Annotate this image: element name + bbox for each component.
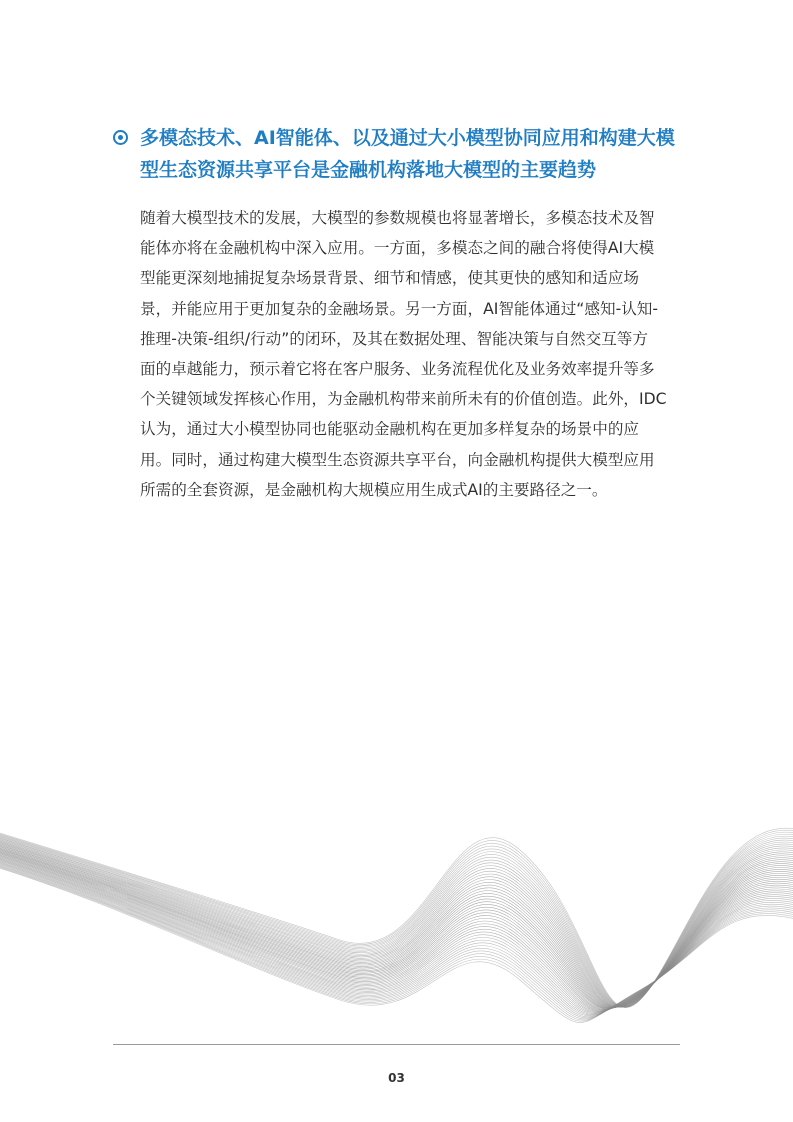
paragraph-line: 认为，通过大小模型协同也能驱动金融机构在更加多样复杂的场景中的应	[140, 420, 640, 439]
wave-line	[0, 830, 793, 1007]
wave-line	[0, 862, 793, 1018]
wave-line	[0, 832, 793, 1007]
wave-line	[0, 837, 793, 1007]
circle-bullet-icon	[113, 130, 128, 145]
heading-line: 多模态技术、AI智能体、以及通过大小模型协同应用和构建大模	[140, 127, 675, 149]
wave-line	[0, 835, 793, 1007]
body-paragraph	[140, 203, 700, 505]
paragraph-line: 随着大模型技术的发展，大模型的参数规模也将显著增长，多模态技术及智	[140, 209, 655, 227]
wave-line	[0, 833, 793, 1007]
wave-line	[0, 856, 793, 1012]
paragraph-line: 用。同时，通过构建大模型生态资源共享平台，向金融机构提供大模型应用	[140, 450, 655, 469]
wave-line	[0, 843, 793, 1007]
page-number: 03	[388, 1071, 405, 1085]
paragraph-line: 能体亦将在金融机构中深入应用。一方面，多模态之间的融合将使得AI大模	[140, 239, 655, 258]
footer-divider	[113, 1044, 680, 1045]
wave-line	[0, 835, 793, 1007]
wave-line	[0, 832, 793, 1008]
heading-text	[140, 122, 700, 186]
paragraph-line: 推理-决策-组织/行动”的闭环，及其在数据处理、智能决策与自然交互等方	[140, 329, 648, 348]
decorative-wave-lines	[0, 770, 793, 1070]
heading-line: 型生态资源共享平台是金融机构落地大模型的主要趋势	[140, 159, 597, 181]
wave-line	[0, 845, 793, 1008]
paragraph-line: 景，并能应用于更加复杂的金融场景。另一方面，AI智能体通过“感知-认知-	[140, 299, 659, 318]
paragraph-line: 所需的全套资源，是金融机构大规模应用生成式AI的主要路径之一。	[140, 480, 608, 499]
paragraph-line: 个关键领域发挥核心作用，为金融机构带来前所未有的价值创造。此外，IDC	[140, 390, 667, 409]
wave-line	[0, 834, 793, 1007]
wave-line	[0, 836, 793, 1007]
paragraph-line: 面的卓越能力，预示着它将在客户服务、业务流程优化及业务效率提升等多	[140, 360, 655, 379]
wave-line	[0, 842, 793, 1007]
paragraph-line: 型能更深刻地捕捉复杂场景背景、细节和情感，使其更快的感知和适应场	[140, 269, 640, 288]
wave-line	[0, 838, 793, 1007]
section-heading	[113, 122, 713, 186]
wave-line	[0, 844, 793, 1007]
